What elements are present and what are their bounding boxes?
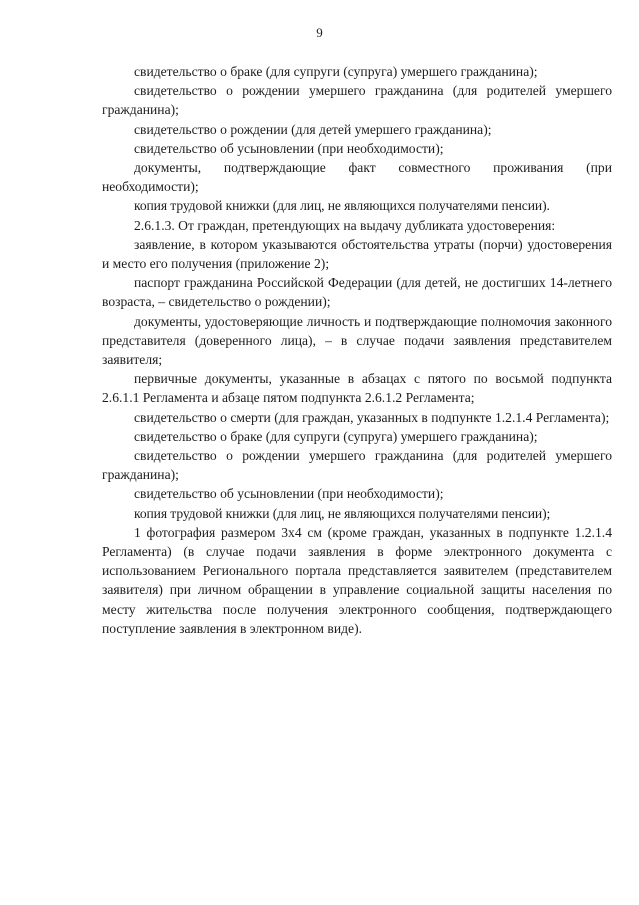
paragraph: свидетельство об усыновлении (при необходимости); xyxy=(134,140,444,156)
paragraph: копия трудовой книжки (для лиц, не являющихся получателями пенсии). xyxy=(134,198,550,214)
paragraph: свидетельство о рождении умершего гражданина (для родителей умершего гражданина); xyxy=(102,448,612,483)
document-body xyxy=(102,62,612,638)
page-number: 9 xyxy=(316,25,323,40)
paragraph: свидетельство о браке (для супруги (супруга) умершего гражданина); xyxy=(134,428,538,444)
paragraph: документы, удостоверяющие личность и подтверждающие полномочия законного представителя (доверенного лица), – в случае подачи заявления представителем заявителя; xyxy=(102,313,612,368)
paragraph: паспорт гражданина Российской Федерации (для детей, не достигших 14-летнего возраста, – свидетельство о рождении); xyxy=(102,275,612,310)
paragraph: свидетельство о рождении умершего гражданина (для родителей умершего гражданина); xyxy=(102,83,612,118)
paragraph: свидетельство о рождении (для детей умершего гражданина); xyxy=(134,121,492,137)
paragraph: документы, подтверждающие факт совместного проживания (при необходимости); xyxy=(102,160,612,195)
paragraph: свидетельство о браке (для супруги (супруга) умершего гражданина); xyxy=(134,64,538,79)
paragraph: свидетельство о смерти (для граждан, указанных в подпункте 1.2.1.4 Регламента); xyxy=(134,409,610,425)
paragraph: копия трудовой книжки (для лиц, не являющихся получателями пенсии); xyxy=(134,505,551,521)
paragraph: свидетельство об усыновлении (при необходимости); xyxy=(134,486,444,502)
paragraph: первичные документы, указанные в абзацах с пятого по восьмой подпункта 2.6.1.1 Регламента и абзаце пятом подпункта 2.6.1.2 Регламента; xyxy=(102,371,612,406)
paragraph: 1 фотография размером 3х4 см (кроме граждан, указанных в подпункте 1.2.1.4 Регламента) (в случае подачи заявления в форме электронного документа с использованием Регионального портала представляется заявителем (представителем заявителя) при личном обращении в управление социальной защиты населения по месту жительства после получения электронного сообщения, подтверждающего поступление заявления в электронном виде). xyxy=(102,524,612,636)
paragraph: 2.6.1.3. От граждан, претендующих на выдачу дубликата удостоверения: xyxy=(134,217,556,233)
paragraph: заявление, в котором указываются обстоятельства утраты (порчи) удостоверения и место его получения (приложение 2); xyxy=(102,236,612,272)
